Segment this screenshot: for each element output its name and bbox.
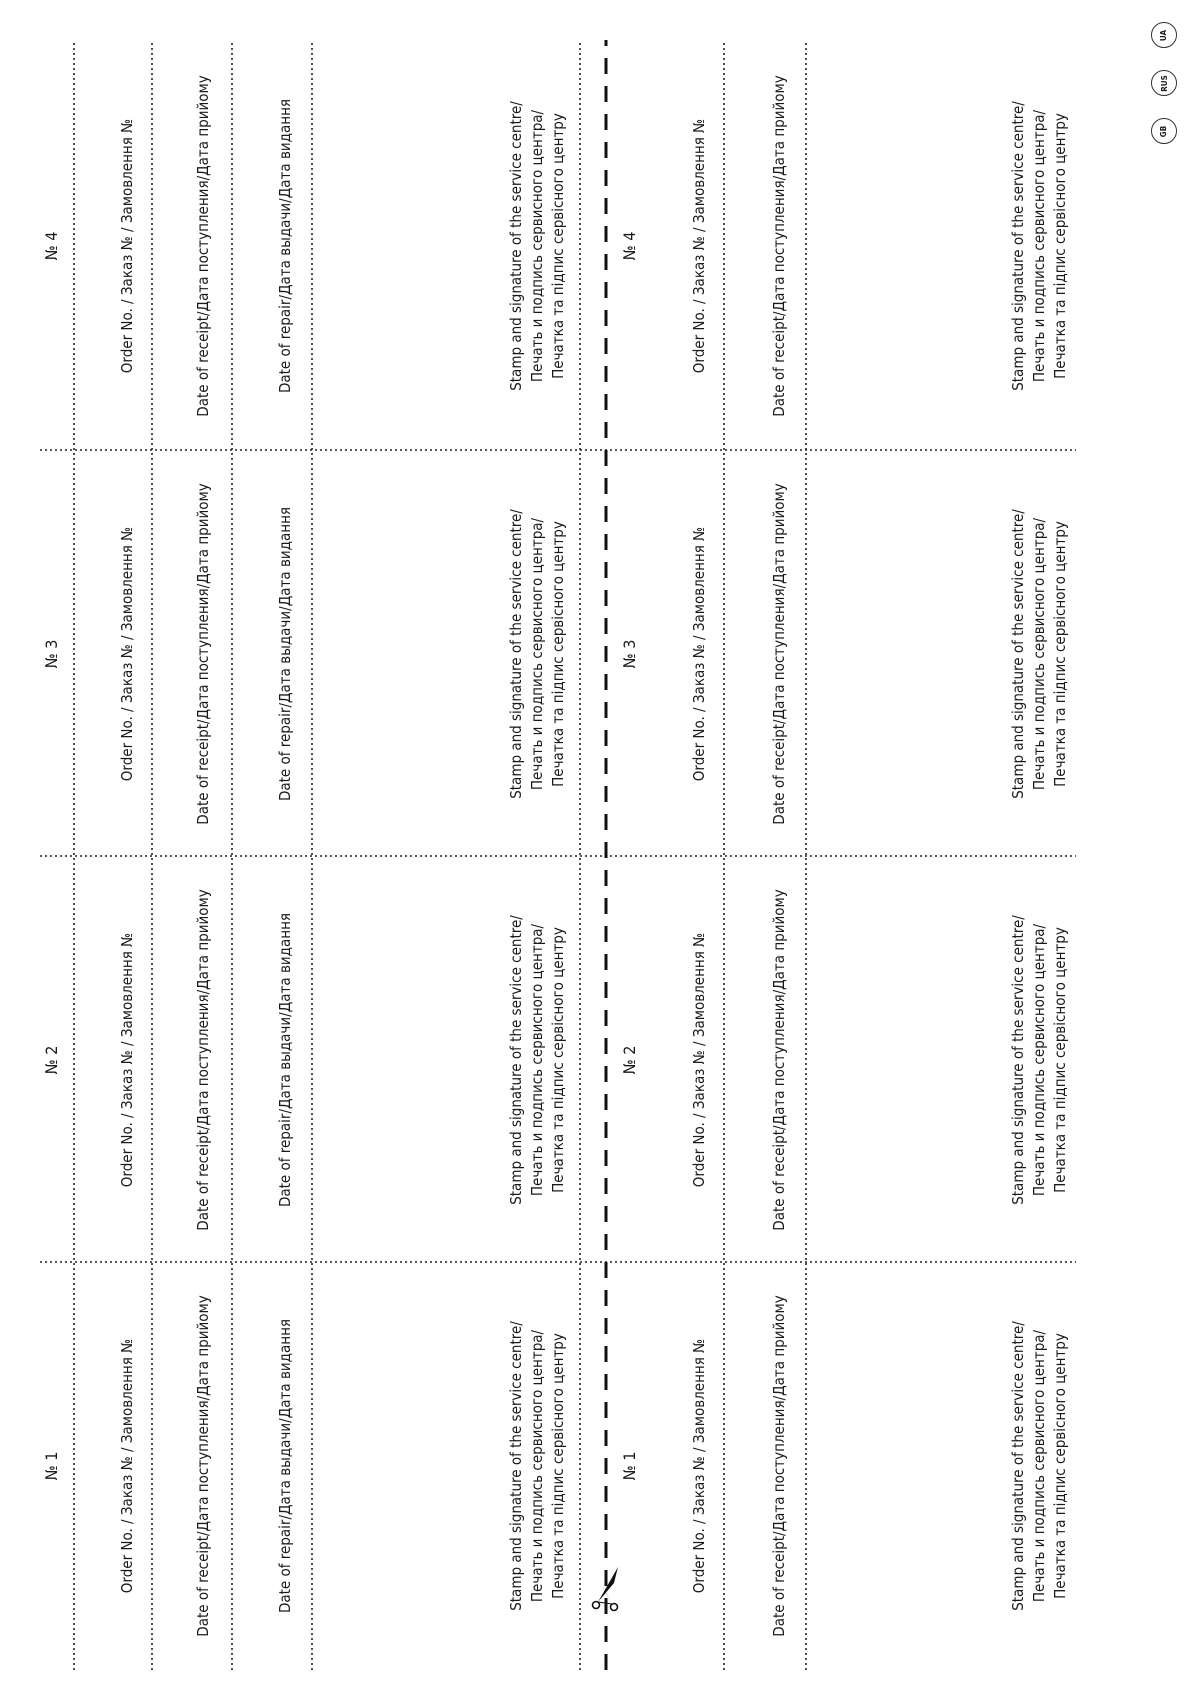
stamp-line-ua: Печатка та підпис сервісного центру xyxy=(549,113,567,379)
stamp-line-ua: Печатка та підпис сервісного центру xyxy=(549,1333,567,1599)
stamp-line-ua: Печатка та підпис сервісного центру xyxy=(549,521,567,787)
stamp-line-ru: Печать и подпись сервисного центра/ xyxy=(528,517,546,791)
upper-order-label-1: Order No. / Заказ № / Замовлення № xyxy=(118,1338,136,1594)
upper-receipt-label-1: Date of receipt/Дата поступления/Дата прийому xyxy=(194,1295,212,1637)
lower-number-1: № 1 xyxy=(620,1451,639,1481)
upper-repair-label-2: Date of repair/Дата выдачи/Дата видання xyxy=(276,912,294,1208)
stamp-line-ru: Печать и подпись сервисного центра/ xyxy=(1030,923,1048,1197)
lower-number-3: № 3 xyxy=(620,639,639,669)
stamp-line-en: Stamp and signature of the service centre/ xyxy=(1009,509,1027,799)
language-badges xyxy=(1145,18,1185,158)
lower-number-4: № 4 xyxy=(620,231,639,261)
stamp-line-ua: Печатка та підпис сервісного центру xyxy=(1051,521,1069,787)
stamp-line-ru: Печать и подпись сервисного центра/ xyxy=(1030,517,1048,791)
stamp-line-ua: Печатка та підпис сервісного центру xyxy=(1051,113,1069,379)
stamp-line-en: Stamp and signature of the service centre/ xyxy=(1009,101,1027,391)
stamp-line-ua: Печатка та підпис сервісного центру xyxy=(1051,927,1069,1193)
stamp-line-en: Stamp and signature of the service centre/ xyxy=(507,1321,525,1611)
lower-receipt-label-2: Date of receipt/Дата поступления/Дата прийому xyxy=(770,889,788,1231)
stamp-line-en: Stamp and signature of the service centre/ xyxy=(1009,915,1027,1205)
scissors-icon xyxy=(588,1563,628,1613)
lower-order-label-4: Order No. / Заказ № / Замовлення № xyxy=(690,118,708,374)
upper-number-1: № 1 xyxy=(42,1451,61,1481)
badge-rus: RUS xyxy=(1151,70,1177,96)
badge-ua: UA xyxy=(1151,22,1177,48)
upper-receipt-label-2: Date of receipt/Дата поступления/Дата прийому xyxy=(194,889,212,1231)
lower-receipt-label-4: Date of receipt/Дата поступления/Дата прийому xyxy=(770,75,788,417)
lower-order-label-2: Order No. / Заказ № / Замовлення № xyxy=(690,932,708,1188)
badge-gb: GB xyxy=(1151,118,1177,144)
lower-number-2: № 2 xyxy=(620,1045,639,1075)
stamp-line-ua: Печатка та підпис сервісного центру xyxy=(549,927,567,1193)
upper-repair-label-1: Date of repair/Дата выдачи/Дата видання xyxy=(276,1318,294,1614)
upper-order-label-3: Order No. / Заказ № / Замовлення № xyxy=(118,526,136,782)
stamp-line-ru: Печать и подпись сервисного центра/ xyxy=(528,1329,546,1603)
lower-stamp-4 xyxy=(1008,101,1071,391)
stamp-line-en: Stamp and signature of the service centre/ xyxy=(1009,1321,1027,1611)
lower-order-label-1: Order No. / Заказ № / Замовлення № xyxy=(690,1338,708,1594)
upper-stamp-2 xyxy=(506,915,569,1205)
upper-receipt-label-4: Date of receipt/Дата поступления/Дата прийому xyxy=(194,75,212,417)
lower-order-label-3: Order No. / Заказ № / Замовлення № xyxy=(690,526,708,782)
lower-stamp-2 xyxy=(1008,915,1071,1205)
upper-order-label-4: Order No. / Заказ № / Замовлення № xyxy=(118,118,136,374)
upper-repair-label-4: Date of repair/Дата выдачи/Дата видання xyxy=(276,98,294,394)
lower-receipt-label-1: Date of receipt/Дата поступления/Дата прийому xyxy=(770,1295,788,1637)
stamp-line-en: Stamp and signature of the service centre/ xyxy=(507,509,525,799)
upper-stamp-3 xyxy=(506,509,569,799)
stamp-line-ru: Печать и подпись сервисного центра/ xyxy=(528,923,546,1197)
lower-stamp-1 xyxy=(1008,1321,1071,1611)
stamp-line-ru: Печать и подпись сервисного центра/ xyxy=(1030,1329,1048,1603)
stamp-line-ua: Печатка та підпис сервісного центру xyxy=(1051,1333,1069,1599)
upper-receipt-label-3: Date of receipt/Дата поступления/Дата прийому xyxy=(194,483,212,825)
upper-number-3: № 3 xyxy=(42,639,61,669)
upper-stamp-1 xyxy=(506,1321,569,1611)
lower-receipt-label-3: Date of receipt/Дата поступления/Дата прийому xyxy=(770,483,788,825)
upper-number-2: № 2 xyxy=(42,1045,61,1075)
upper-repair-label-3: Date of repair/Дата выдачи/Дата видання xyxy=(276,506,294,802)
stamp-line-en: Stamp and signature of the service centre/ xyxy=(507,101,525,391)
upper-stamp-4 xyxy=(506,101,569,391)
coupon-sheet xyxy=(40,40,1160,1670)
lower-stamp-3 xyxy=(1008,509,1071,799)
stamp-line-ru: Печать и подпись сервисного центра/ xyxy=(1030,109,1048,383)
stamp-line-ru: Печать и подпись сервисного центра/ xyxy=(528,109,546,383)
upper-number-4: № 4 xyxy=(42,231,61,261)
upper-order-label-2: Order No. / Заказ № / Замовлення № xyxy=(118,932,136,1188)
stamp-line-en: Stamp and signature of the service centre/ xyxy=(507,915,525,1205)
